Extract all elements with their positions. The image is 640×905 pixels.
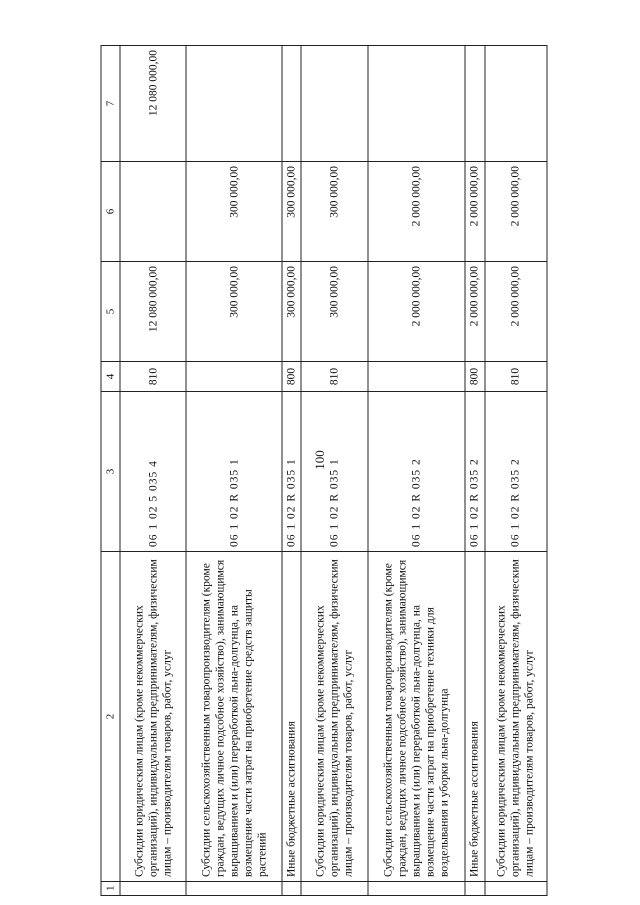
description-cell: Иные бюджетные ассигнования [282, 552, 302, 882]
column-header: 1 [101, 882, 120, 896]
budget-code-cell: 06 1 02 R 035 1 [282, 392, 302, 552]
budget-code-cell: 06 1 02 R 035 1 [301, 392, 367, 552]
column-header: 5 [101, 262, 120, 362]
amount-col7-cell [282, 46, 302, 162]
table-row [186, 46, 281, 896]
amount-col5-cell: 300 000,00 [186, 262, 281, 362]
amount-col6-cell: 2 000 000,00 [368, 162, 465, 262]
table-row [485, 46, 547, 896]
row-index-cell [186, 882, 281, 896]
budget-code-cell: 06 1 02 R 035 2 [485, 392, 547, 552]
column-header: 6 [101, 162, 120, 262]
amount-col7-cell [368, 46, 465, 162]
row-index-cell [120, 882, 186, 896]
description-cell: Субсидии юридическим лицам (кроме некоммерческих организаций), индивидуальным предпринимателям, физическим лицам – производителям товаров, работ, услуг [485, 552, 547, 882]
page-number: 100 [312, 450, 327, 470]
amount-col6-cell: 300 000,00 [301, 162, 367, 262]
amount-col5-cell: 2 000 000,00 [465, 262, 485, 362]
description-cell: Субсидии юридическим лицам (кроме некоммерческих организаций), индивидуальным предпринимателям, физическим лицам – производителям товаров, работ, услуг [301, 552, 367, 882]
amount-col6-cell: 2 000 000,00 [465, 162, 485, 262]
amount-col6-cell: 2 000 000,00 [485, 162, 547, 262]
amount-col5-cell: 2 000 000,00 [485, 262, 547, 362]
amount-col6-cell [120, 162, 186, 262]
row-index-cell [465, 882, 485, 896]
table-row [282, 46, 302, 896]
expense-type-cell: 800 [465, 362, 485, 392]
row-index-cell [485, 882, 547, 896]
expense-type-cell: 810 [120, 362, 186, 392]
amount-col7-cell [485, 46, 547, 162]
column-header: 7 [101, 46, 120, 162]
column-header: 3 [101, 392, 120, 552]
column-header: 2 [101, 552, 120, 882]
row-index-cell [368, 882, 465, 896]
budget-code-cell: 06 1 02 R 035 2 [368, 392, 465, 552]
expense-type-cell: 810 [301, 362, 367, 392]
budget-code-cell: 06 1 02 R 035 2 [465, 392, 485, 552]
table-row [301, 46, 367, 896]
amount-col7-cell [301, 46, 367, 162]
description-cell: Субсидии сельскохозяйственным товаропроизводителям (кроме граждан, ведущих личное подсобное хозяйство), занимающимся выращиванием и (или) переработкой льна-долгунца, на возмещение части затрат на приобретение средств защиты растений [186, 552, 281, 882]
amount-col5-cell: 2 000 000,00 [368, 262, 465, 362]
description-cell: Иные бюджетные ассигнования [465, 552, 485, 882]
expense-type-cell: 810 [485, 362, 547, 392]
description-cell: Субсидии юридическим лицам (кроме некоммерческих организаций), индивидуальным предпринимателям, физическим лицам – производителям товаров, работ, услуг [120, 552, 186, 882]
amount-col5-cell: 12 080 000,00 [120, 262, 186, 362]
row-index-cell [301, 882, 367, 896]
budget-table-container [101, 46, 548, 896]
expense-type-cell [368, 362, 465, 392]
amount-col7-cell: 12 080 000,00 [120, 46, 186, 162]
description-cell: Субсидии сельскохозяйственным товаропроизводителям (кроме граждан, ведущих личное подсобное хозяйство), занимающимся выращиванием и (или) переработкой льна-долгунца, на возмещение части затрат на приобретение техники для возделывания и уборки льна-долгунца [368, 552, 465, 882]
table-row [465, 46, 485, 896]
amount-col6-cell: 300 000,00 [282, 162, 302, 262]
expense-type-cell [186, 362, 281, 392]
amount-col5-cell: 300 000,00 [301, 262, 367, 362]
table-row [368, 46, 465, 896]
column-number-row [101, 46, 120, 896]
amount-col5-cell: 300 000,00 [282, 262, 302, 362]
expense-type-cell: 800 [282, 362, 302, 392]
amount-col7-cell [186, 46, 281, 162]
amount-col6-cell: 300 000,00 [186, 162, 281, 262]
table-row [120, 46, 186, 896]
budget-table [101, 45, 548, 896]
column-header: 4 [101, 362, 120, 392]
budget-code-cell: 06 1 02 R 035 1 [186, 392, 281, 552]
row-index-cell [282, 882, 302, 896]
budget-code-cell: 06 1 02 5 035 4 [120, 392, 186, 552]
amount-col7-cell [465, 46, 485, 162]
